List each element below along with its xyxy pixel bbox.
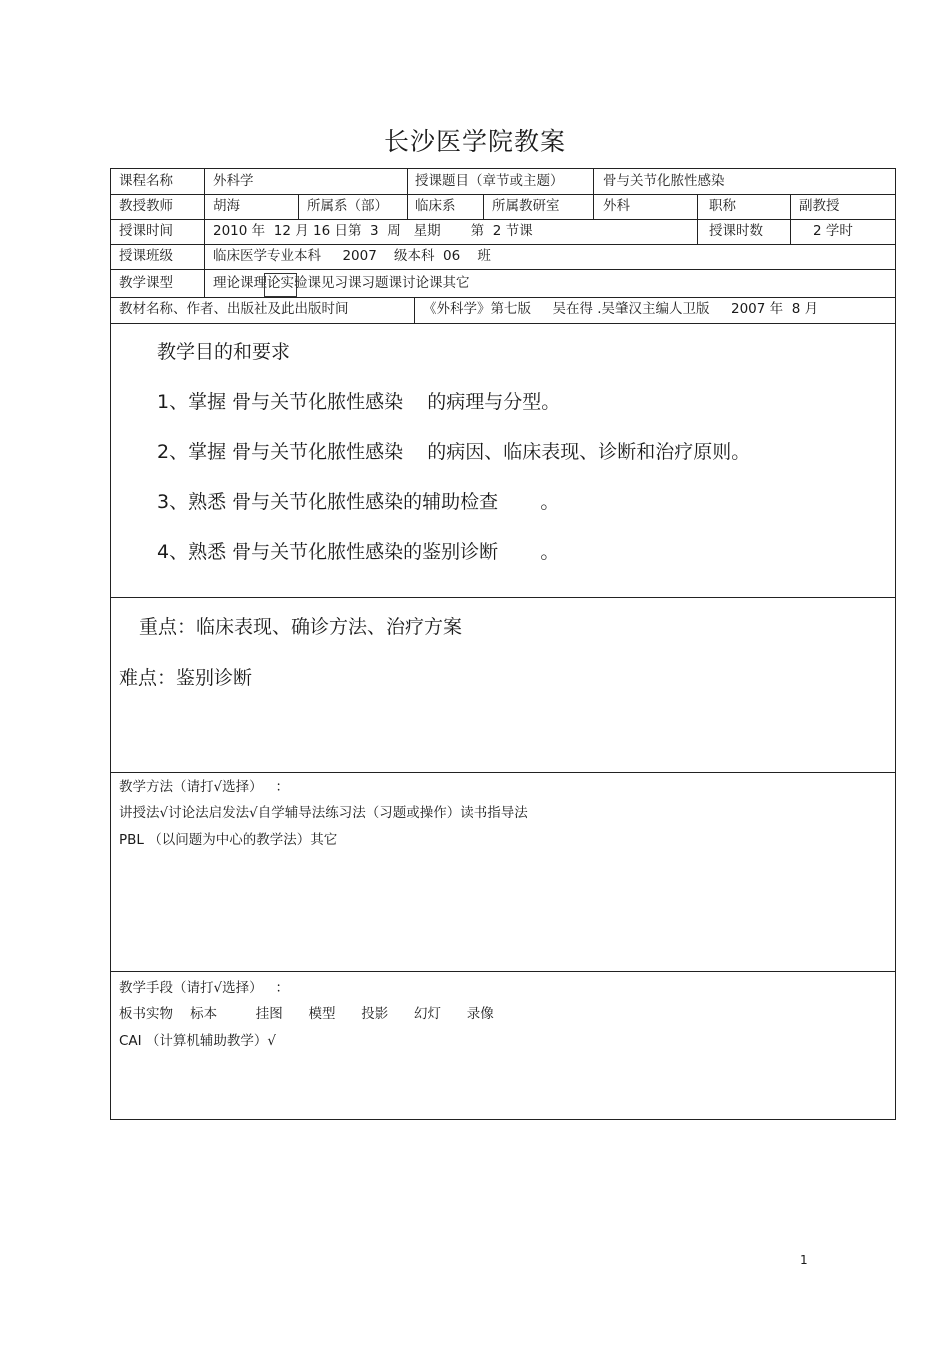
methods-line-1: 讲授法√讨论法启发法√自学辅导法练习法（习题或操作）读书指导法	[119, 805, 528, 821]
course-name-label: 课程名称	[119, 173, 173, 189]
means-heading: 教学手段（请打√选择） ：	[119, 980, 289, 996]
hours-value: 2 学时	[813, 223, 853, 239]
means-line-2: CAI （计算机辅助教学）√	[119, 1033, 277, 1049]
lesson-type-label: 教学课型	[119, 275, 173, 291]
time-label: 授课时间	[119, 223, 173, 239]
rank-value: 副教授	[799, 198, 840, 214]
lesson-plan-table	[110, 168, 896, 1120]
class-label: 授课班级	[119, 248, 173, 264]
department-label: 所属系（部）	[307, 198, 388, 214]
key-points: 重点：临床表现、确诊方法、治疗方案	[139, 616, 463, 638]
means-line-1: 板书实物 标本 挂图 模型 投影 幻灯 录像	[119, 1006, 494, 1022]
methods-line-2: PBL （以问题为中心的教学法）其它	[119, 832, 338, 848]
methods-heading: 教学方法（请打√选择） ：	[119, 779, 289, 795]
lesson-type-value: 理论课理论实验课见习课习题课讨论课其它	[213, 275, 470, 291]
teacher-label: 教授教师	[119, 198, 173, 214]
objective-item-2: 2、掌握 骨与关节化脓性感染 的病因、临床表现、诊断和治疗原则。	[157, 441, 751, 463]
department-value: 临床系	[415, 198, 456, 214]
course-name-value: 外科学	[213, 173, 254, 189]
objective-item-1: 1、掌握 骨与关节化脓性感染 的病理与分型。	[157, 391, 561, 413]
teacher-value: 胡海	[213, 198, 240, 214]
class-value: 临床医学专业本科 2007 级本科 06 班	[213, 248, 491, 264]
textbook-value: 《外科学》第七版 吴在得 .吴肇汉主编人卫版 2007 年 8 月	[423, 301, 819, 317]
selection-box-mark	[264, 273, 297, 297]
textbook-label: 教材名称、作者、出版社及此出版时间	[119, 301, 349, 317]
hours-label: 授课时数	[709, 223, 763, 239]
page-title: 长沙医学院教案	[383, 127, 566, 156]
objective-item-4: 4、熟悉 骨与关节化脓性感染的鉴别诊断 。	[157, 541, 560, 563]
objective-item-3: 3、熟悉 骨与关节化脓性感染的辅助检查 。	[157, 491, 560, 513]
time-value: 2010 年 12 月 16 日第 3 周 星期 第 2 节课	[213, 223, 533, 239]
topic-label: 授课题目（章节或主题）	[415, 173, 564, 189]
difficult-points: 难点：鉴别诊断	[119, 667, 253, 689]
objectives-heading: 教学目的和要求	[157, 341, 291, 363]
topic-value: 骨与关节化脓性感染	[603, 173, 725, 189]
office-label: 所属教研室	[492, 198, 560, 214]
rank-label: 职称	[709, 198, 736, 214]
page-number: 1	[800, 1253, 808, 1267]
office-value: 外科	[603, 198, 630, 214]
